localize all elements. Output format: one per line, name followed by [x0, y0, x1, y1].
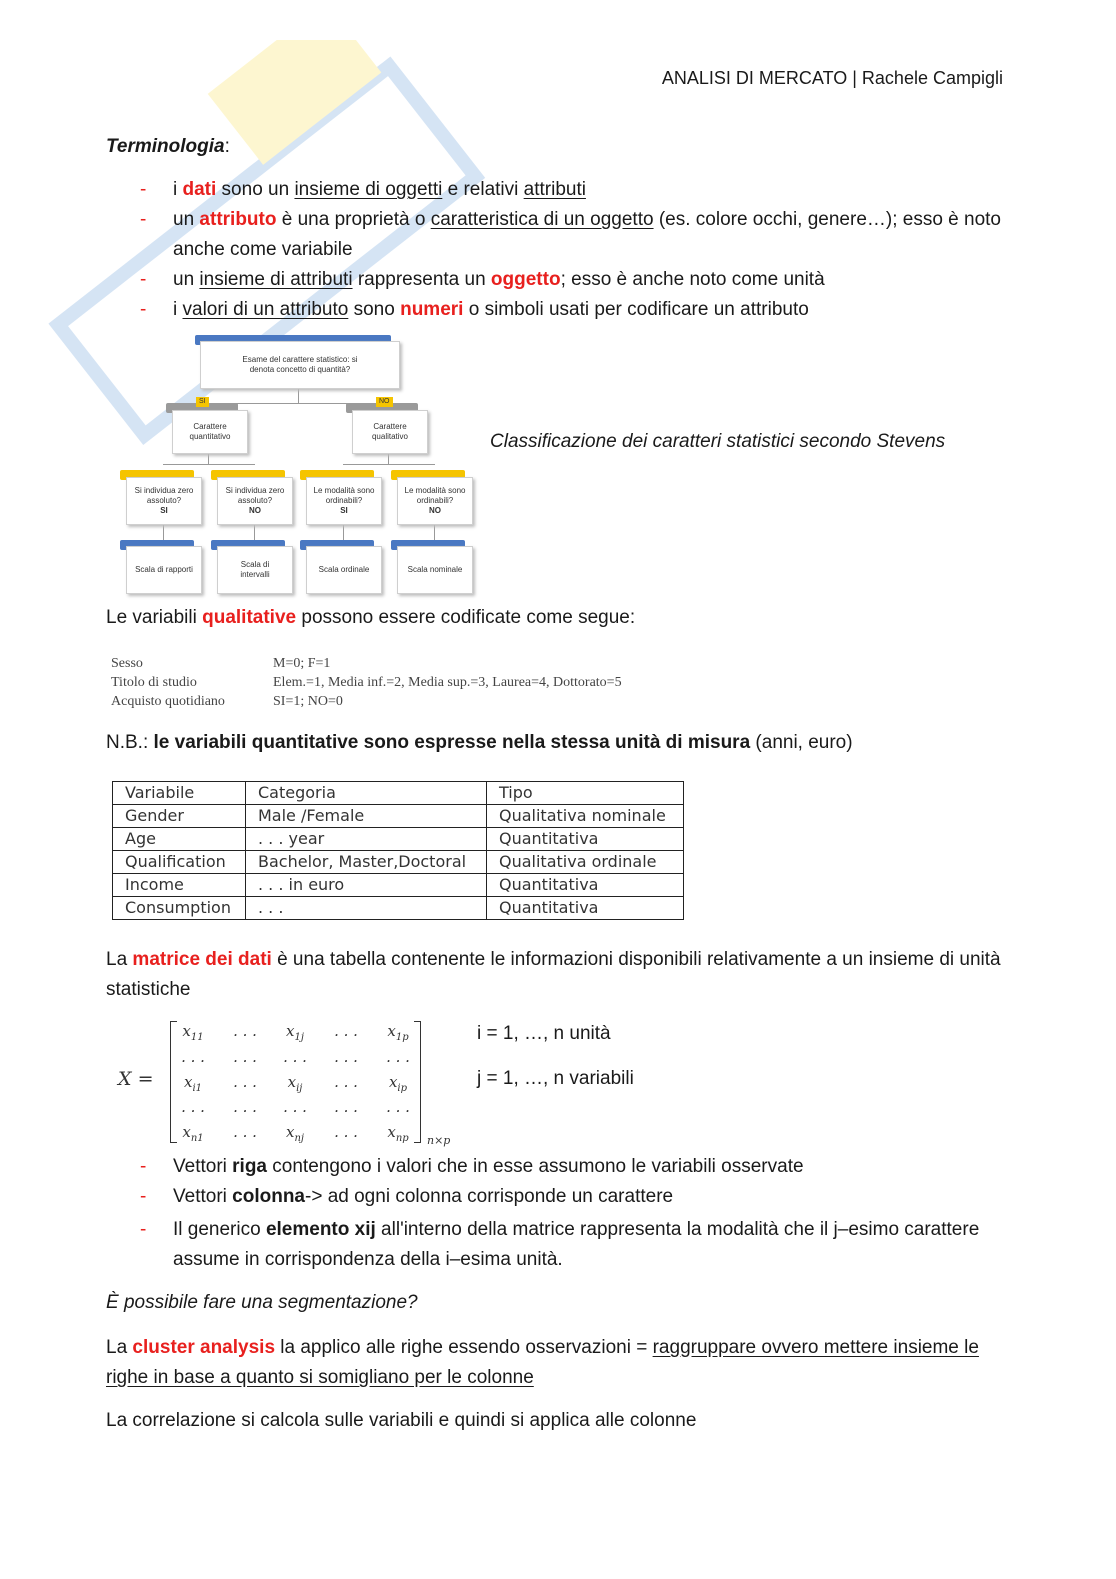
coding-row: Acquisto quotidiano SI=1; NO=0	[111, 694, 343, 709]
list-item: - i valori di un attributo sono numeri o simboli usati per codificare un attributo	[106, 295, 1006, 325]
matrix-left-bracket	[170, 1021, 177, 1143]
matrix-label: X =	[118, 1068, 154, 1090]
cluster-paragraph: La cluster analysis la applico alle righe essendo osservazioni = raggruppare ovvero mettere insieme le righe in base a quanto si somigliano per le colonne	[106, 1337, 979, 1388]
list-item: - Vettori colonna-> ad ogni colonna corrisponde un carattere	[106, 1182, 1006, 1212]
matrix-cell: $x_{i1}$	[183, 1073, 203, 1094]
matrix-cell: . . .	[386, 1048, 410, 1066]
matrix-cell: . . .	[233, 1022, 257, 1040]
matrix-cell: . . .	[334, 1123, 358, 1141]
matrix-cell: . . .	[334, 1098, 358, 1116]
flow-question-1: Si individua zero assoluto? SI	[126, 477, 202, 525]
list-item: - i dati sono un insieme di oggetti e relativi attributi	[106, 175, 1006, 205]
matrix-cell: $x_{n1}$	[182, 1123, 204, 1144]
flow-root-box: Esame del carattere statistico: si denota concetto di quantità?	[200, 341, 400, 389]
page-header: ANALISI DI MERCATO | Rachele Campigli	[661, 68, 1003, 88]
flow-question-3: Le modalità sono ordinabili? SI	[306, 477, 382, 525]
matrix-cell: . . .	[233, 1098, 257, 1116]
matrix-cell: $x_{ij}$	[287, 1073, 303, 1094]
matrix-cell: . . .	[334, 1073, 358, 1091]
matrix-cell: $x_{ip}$	[388, 1073, 408, 1094]
flow-question-4: Le modalità sono ordinabili? NO	[397, 477, 473, 525]
variables-table	[112, 781, 684, 920]
flow-scale-1: Scala di rapporti	[126, 546, 202, 594]
coding-row: Sesso M=0; F=1	[111, 656, 331, 671]
matrix-cell: $x_{1j}$	[286, 1022, 304, 1043]
matrix-cell: . . .	[283, 1098, 307, 1116]
coding-row: Titolo di studio Elem.=1, Media inf.=2, Media sup.=3, Laurea=4, Dottorato=5	[111, 675, 622, 690]
tag-no: NO	[376, 397, 393, 407]
matrix-cell: . . .	[181, 1048, 205, 1066]
segmentation-question: È possibile fare una segmentazione?	[106, 1292, 418, 1313]
matrix-cell: . . .	[233, 1048, 257, 1066]
matrix-cell: . . .	[233, 1073, 257, 1091]
table-row: Income . . . in euro Quantitativa	[113, 874, 684, 897]
qualitative-paragraph: Le variabili qualitative possono essere codificate come segue:	[106, 607, 636, 628]
matrix-note-i: i = 1, …, n unità	[477, 1023, 611, 1044]
list-item: - un attributo è una proprietà o caratteristica di un oggetto (es. colore occhi, genere…); esso è noto anche come variabile	[106, 205, 1006, 265]
list-item: - Vettori riga contengono i valori che in esse assumono le variabili osservate	[106, 1152, 1006, 1182]
table-row: Gender Male /Female Qualitativa nominale	[113, 805, 684, 828]
list-item: - un insieme di attributi rappresenta un oggetto; esso è anche noto come unità	[106, 265, 1006, 295]
stevens-flowchart	[0, 0, 1116, 600]
matrix-subscript: n×p	[427, 1134, 451, 1147]
coding-table	[111, 654, 622, 711]
table-header-row: Variabile Categoria Tipo	[113, 782, 684, 805]
matrix-intro: La matrice dei dati è una tabella contenente le informazioni disponibili relativamente a un insieme di unità statistiche	[106, 949, 1001, 1000]
matrix-cell: $x_{11}$	[182, 1022, 204, 1043]
matrix-cell: . . .	[181, 1098, 205, 1116]
matrix-cell: . . .	[334, 1048, 358, 1066]
flowchart-caption: Classificazione dei caratteri statistici secondo Stevens	[490, 431, 946, 452]
matrix-note-j: j = 1, …, n variabili	[477, 1068, 634, 1089]
matrix-cell: $x_{nj}$	[285, 1123, 304, 1144]
nb-note: N.B.: le variabili quantitative sono espresse nella stessa unità di misura (anni, euro)	[106, 732, 853, 753]
matrix-right-bracket	[414, 1021, 421, 1143]
table-row: Qualification Bachelor, Master,Doctoral Qualitativa ordinale	[113, 851, 684, 874]
correlation-paragraph: La correlazione si calcola sulle variabili e quindi si applica alle colonne	[106, 1410, 697, 1431]
flow-qual-box: Carattere qualitativo	[352, 410, 428, 454]
flow-quant-box: Carattere quantitativo	[172, 410, 248, 454]
matrix-cell: . . .	[386, 1098, 410, 1116]
table-row: Consumption . . . Quantitativa	[113, 897, 684, 920]
section-heading: Terminologia:	[106, 136, 230, 157]
matrix-cell: $x_{1p}$	[387, 1022, 409, 1043]
matrix-cell: . . .	[334, 1022, 358, 1040]
vectors-list	[106, 1152, 1006, 1275]
matrix-cell: $x_{np}$	[387, 1123, 409, 1144]
flow-scale-4: Scala nominale	[397, 546, 473, 594]
table-row: Age . . . year Quantitativa	[113, 828, 684, 851]
matrix-cell: . . .	[283, 1048, 307, 1066]
flow-scale-3: Scala ordinale	[306, 546, 382, 594]
flow-question-2: Si individua zero assoluto? NO	[217, 477, 293, 525]
flow-scale-2: Scala di intervalli	[217, 546, 293, 594]
list-item: - Il generico elemento xij all'interno della matrice rappresenta la modalità che il j–esimo carattere assume in corrispondenza della i–esima unità.	[106, 1215, 1006, 1275]
matrix-cell: . . .	[233, 1123, 257, 1141]
tag-si: SI	[196, 397, 209, 407]
